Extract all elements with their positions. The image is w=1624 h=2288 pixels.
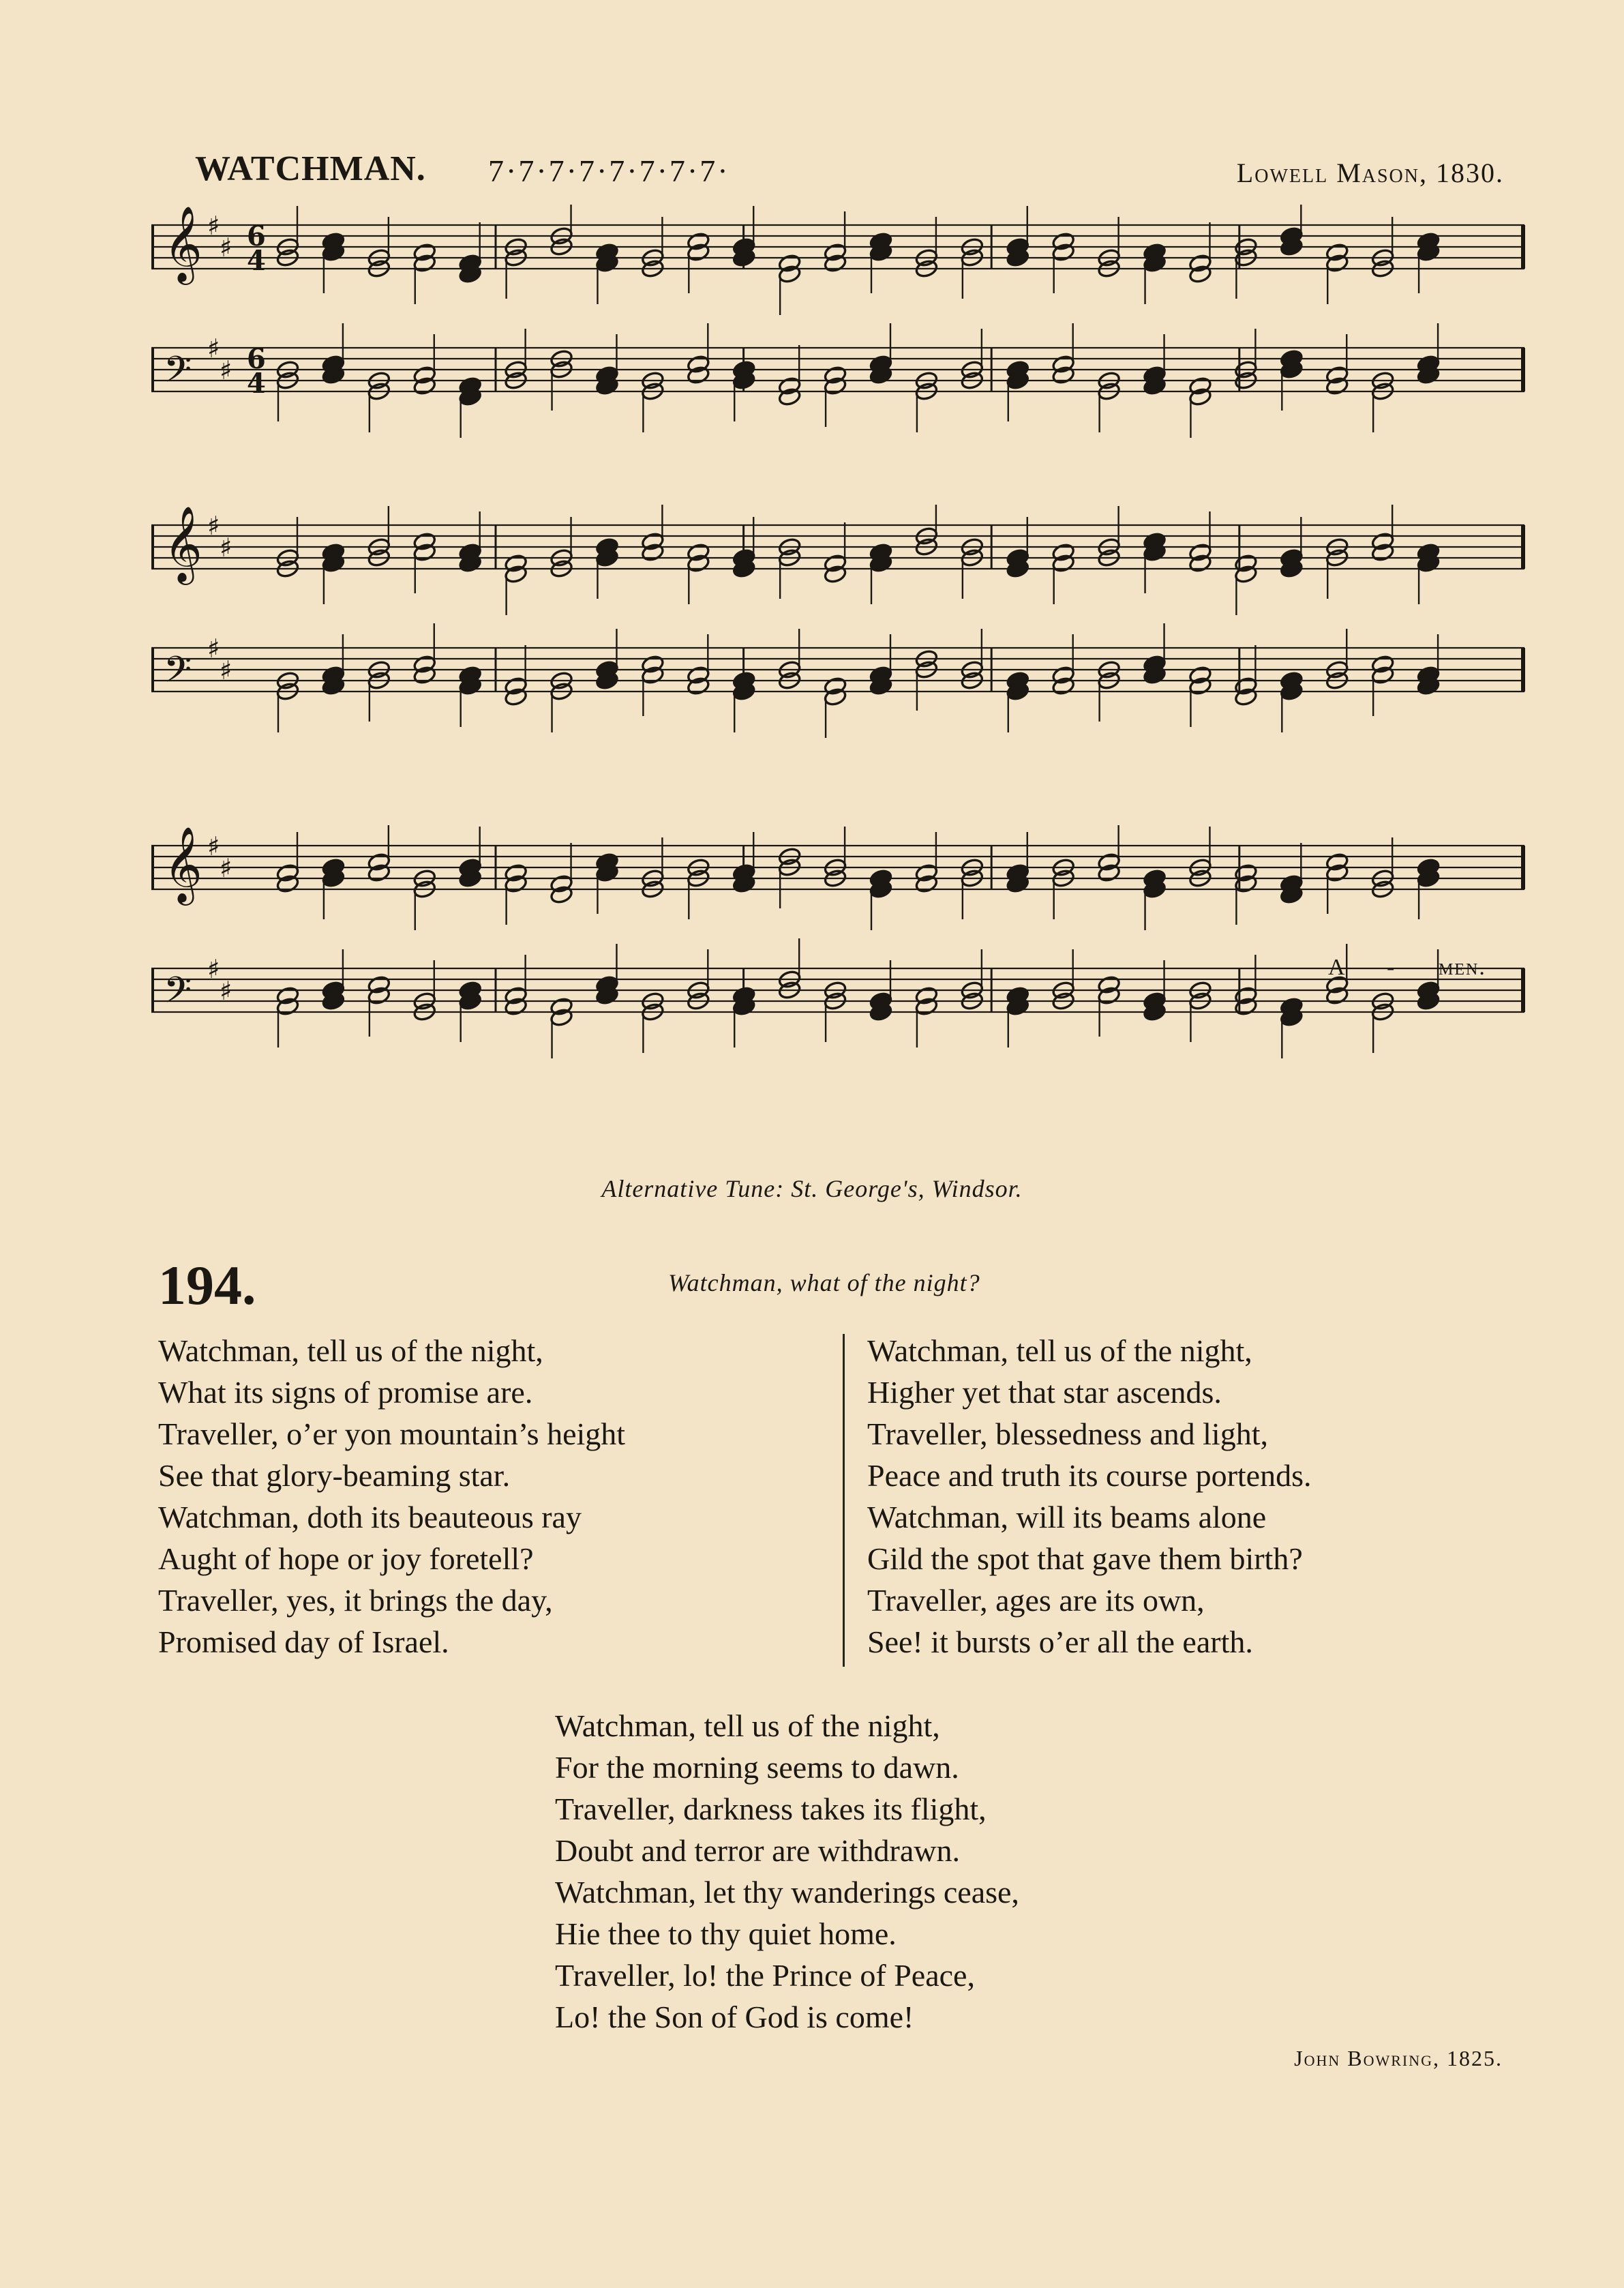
hymn-subtitle: Watchman, what of the night? (668, 1269, 980, 1296)
verse-line: Watchman, doth its beauteous ray (158, 1500, 582, 1534)
amen-men: men. (1439, 955, 1486, 980)
hymn-author: John Bowring, 1825. (1294, 2046, 1503, 2070)
verse-3 (555, 1705, 1019, 2038)
verse-line: Higher yet that star ascends. (867, 1375, 1222, 1410)
staff-svg-3 (151, 825, 1529, 1125)
sharp-icon: ♯ (207, 511, 220, 541)
verse-line: Gild the spot that gave them birth? (867, 1541, 1303, 1576)
verse-divider (843, 1334, 845, 1667)
verse-line: Doubt and terror are withdrawn. (555, 1833, 960, 1868)
sharp-icon: ♯ (207, 333, 220, 363)
verse-line: What its signs of promise are. (158, 1375, 533, 1410)
music-system-1 (151, 205, 1529, 450)
amen-dash: - (1387, 955, 1396, 980)
sharp-icon: ♯ (207, 831, 220, 861)
time-signature-top: 6 (247, 343, 266, 375)
verse-line: Traveller, o’er yon mountain’s height (158, 1416, 626, 1451)
verse-line: Watchman, will its beams alone (867, 1500, 1267, 1534)
sharp-icon: ♯ (207, 634, 220, 664)
clef-icon: 𝄞 (164, 505, 202, 582)
verse-1 (158, 1330, 625, 1663)
amen-a: A (1328, 955, 1347, 980)
sharp-icon: ♯ (207, 954, 220, 984)
verse-line: Watchman, tell us of the night, (555, 1708, 940, 1743)
verse-line: Traveller, blessedness and light, (867, 1416, 1268, 1451)
tune-name: WATCHMAN. (195, 149, 426, 188)
verse-line: Lo! the Son of God is come! (555, 2000, 914, 2034)
time-signature-bottom: 4 (247, 245, 266, 277)
verse-line: Traveller, ages are its own, (867, 1583, 1205, 1618)
verse-line: See that glory-beaming star. (158, 1458, 511, 1493)
staff-svg-2 (151, 505, 1529, 750)
sharp-icon: ♯ (220, 655, 232, 685)
staff-svg-1 (151, 205, 1529, 450)
verse-line: Hie thee to thy quiet home. (555, 1916, 897, 1951)
sharp-icon: ♯ (207, 211, 220, 241)
verse-line: Aught of hope or joy foretell? (158, 1541, 534, 1576)
verse-line: Promised day of Israel. (158, 1624, 449, 1659)
sharp-icon: ♯ (220, 233, 232, 263)
alternative-tune: Alternative Tune: St. George's, Windsor. (601, 1175, 1023, 1202)
verse-line: Traveller, yes, it brings the day, (158, 1583, 553, 1618)
sharp-icon: ♯ (220, 355, 232, 385)
clef-icon: 𝄞 (164, 826, 202, 902)
verse-line: Traveller, lo! the Prince of Peace, (555, 1958, 975, 1993)
verse-line: For the morning seems to dawn. (555, 1750, 959, 1785)
verse-2 (867, 1330, 1311, 1663)
tune-header (195, 149, 1504, 203)
sharp-icon: ♯ (220, 533, 232, 563)
verse-line: Traveller, darkness takes its flight, (555, 1792, 987, 1826)
tune-composer: Lowell Mason, 1830. (1236, 158, 1504, 188)
verse-line: Watchman, tell us of the night, (158, 1333, 543, 1368)
verse-line: Watchman, tell us of the night, (867, 1333, 1252, 1368)
music-system-3 (151, 825, 1529, 1125)
verse-line: See! it bursts o’er all the earth. (867, 1624, 1253, 1659)
tune-meter: 7·7·7·7·7·7·7·7· (488, 153, 730, 188)
verse-line: Watchman, let thy wanderings cease, (555, 1875, 1019, 1910)
music-system-2 (151, 505, 1529, 750)
clef-icon: 𝄞 (164, 205, 202, 282)
clef-icon: 𝄢 (164, 649, 192, 700)
clef-icon: 𝄢 (164, 970, 192, 1020)
time-signature-bottom: 4 (247, 368, 266, 400)
clef-icon: 𝄢 (164, 349, 192, 400)
sharp-icon: ♯ (220, 976, 232, 1006)
hymn-number: 194. (158, 1254, 256, 1316)
time-signature-top: 6 (247, 220, 266, 252)
sharp-icon: ♯ (220, 853, 232, 883)
verse-line: Peace and truth its course portends. (867, 1458, 1312, 1493)
